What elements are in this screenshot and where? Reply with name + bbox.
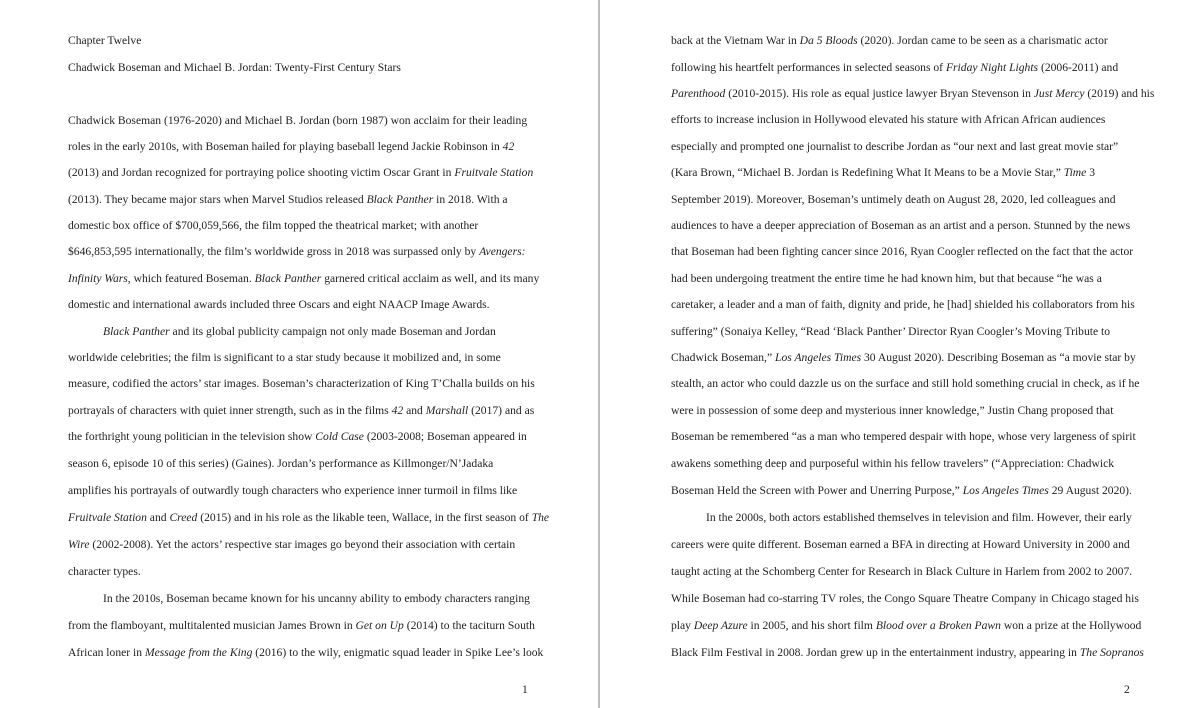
text-line: In the 2010s, Boseman became known for his uncanny ability to embody characters ranging (103, 592, 530, 605)
text-line: taught acting at the Schomberg Center for Research in Black Culture in Harlem from 2002 to 2007. (671, 565, 1133, 578)
text-line: amplifies his portrayals of outwardly tough characters who experience inner turmoil in films like (68, 484, 518, 497)
page-number: 1 (522, 683, 528, 696)
text-line: season 6, episode 10 of this series) (Gaines). Jordan’s performance as Killmonger/N’Jadaka (68, 457, 494, 470)
document-page-2 (600, 0, 1200, 708)
text-line: had been undergoing treatment the entire time he had known him, but that because “he was a (671, 272, 1102, 285)
text-line: September 2019). Moreover, Boseman’s untimely death on August 28, 2020, led colleagues and (671, 193, 1116, 206)
text-line: Chadwick Boseman,” Los Angeles Times 30 August 2020). Describing Boseman as “a movie star by (671, 351, 1136, 364)
text-line: suffering” (Sonaiya Kelley, “Read ‘Black Panther’ Director Ryan Coogler’s Moving Tribute to (671, 325, 1111, 338)
text-line: especially and prompted one journalist to describe Jordan as “our next and last great movie star” (671, 140, 1119, 153)
chapter-heading: Chapter Twelve (68, 34, 142, 47)
text-line: character types. (68, 565, 141, 578)
text-line: from the flamboyant, multitalented musician James Brown in Get on Up (2014) to the taciturn South (68, 619, 535, 632)
text-line: caretaker, a leader and a man of faith, dignity and pride, he [had] shielded his collaborators from his (671, 298, 1135, 311)
text-line: back at the Vietnam War in Da 5 Bloods (2020). Jordan came to be seen as a charismatic actor (671, 34, 1108, 47)
document-page-1 (0, 0, 598, 708)
text-line: While Boseman had co-starring TV roles, the Congo Square Theatre Company in Chicago staged his (671, 592, 1139, 605)
text-line: Boseman Held the Screen with Power and Unerring Purpose,” Los Angeles Times 29 August 2020). (671, 484, 1132, 497)
text-line: Boseman be remembered “as a man who tempered despair with hope, whose very largeness of spirit (671, 430, 1136, 443)
text-line: efforts to increase inclusion in Hollywood elevated his stature with African African audiences (671, 113, 1106, 126)
text-line: (2013) and Jordan recognized for portraying police shooting victim Oscar Grant in Fruitvale Station (68, 166, 534, 179)
text-line: following his heartfelt performances in selected seasons of Friday Night Lights (2006-2011) and (671, 61, 1119, 74)
text-line: Black Panther and its global publicity campaign not only made Boseman and Jordan (103, 325, 496, 338)
text-line: measure, codified the actors’ star images. Boseman’s characterization of King T’Challa builds on his (68, 377, 535, 390)
text-line: In the 2000s, both actors established themselves in television and film. However, their early (706, 511, 1132, 524)
text-line: domestic and international awards included three Oscars and eight NAACP Image Awards. (68, 298, 490, 311)
text-line: Parenthood (2010-2015). His role as equal justice lawyer Bryan Stevenson in Just Mercy (2019) and his (671, 87, 1155, 100)
chapter-title: Chadwick Boseman and Michael B. Jordan: Twenty-First Century Stars (68, 61, 401, 74)
text-line: $646,853,595 internationally, the film’s worldwide gross in 2018 was surpassed only by Avengers: (68, 245, 526, 258)
text-line: Wire (2002-2008). Yet the actors’ respective star images go beyond their association with certain (68, 538, 516, 551)
text-line: Fruitvale Station and Creed (2015) and in his role as the likable teen, Wallace, in the first season of The (68, 511, 550, 524)
text-line: awakens something deep and purposeful within his fellow travelers” (“Appreciation: Chadwick (671, 457, 1115, 470)
text-line: (Kara Brown, “Michael B. Jordan is Redefining What It Means to be a Movie Star,” Time 3 (671, 166, 1096, 179)
text-line: (2013). They became major stars when Marvel Studios released Black Panther in 2018. With a (68, 193, 508, 206)
page-number: 2 (1124, 683, 1130, 696)
text-line: roles in the early 2010s, with Boseman hailed for playing baseball legend Jackie Robinson in 42 (68, 140, 515, 153)
text-line: Infinity Wars, which featured Boseman. Black Panther garnered critical acclaim as well, and its many (68, 272, 540, 285)
text-line: the forthright young politician in the television show Cold Case (2003-2008; Boseman appeared in (68, 430, 527, 443)
text-line: worldwide celebrities; the film is significant to a star study because it mobilized and, in some (68, 351, 501, 364)
text-line: domestic box office of $700,059,566, the film topped the theatrical market; with another (68, 219, 479, 232)
text-line: stealth, an actor who could dazzle us on the surface and still hold something crucial in check, as if he (671, 377, 1140, 390)
text-line: Chadwick Boseman (1976-2020) and Michael B. Jordan (born 1987) won acclaim for their leading (68, 114, 528, 127)
text-line: Black Film Festival in 2008. Jordan grew up in the entertainment industry, appearing in The Sopranos (671, 646, 1144, 659)
text-line: portrayals of characters with quiet inner strength, such as in the films 42 and Marshall (2017) and as (68, 404, 535, 417)
text-line: play Deep Azure in 2005, and his short film Blood over a Broken Pawn won a prize at the Hollywood (671, 619, 1142, 632)
text-line: audiences to have a deeper appreciation of Boseman as an artist and a person. Stunned by the news (671, 219, 1131, 232)
text-line: African loner in Message from the King (2016) to the wily, enigmatic squad leader in Spike Lee’s look (68, 646, 544, 659)
text-line: careers were quite different. Boseman earned a BFA in directing at Howard University in 2000 and (671, 538, 1130, 551)
text-line: that Boseman had been fighting cancer since 2016, Ryan Coogler reflected on the fact that the actor (671, 245, 1134, 258)
text-line: were in possession of some deep and mysterious inner knowledge,” Justin Chang proposed that (671, 404, 1114, 417)
